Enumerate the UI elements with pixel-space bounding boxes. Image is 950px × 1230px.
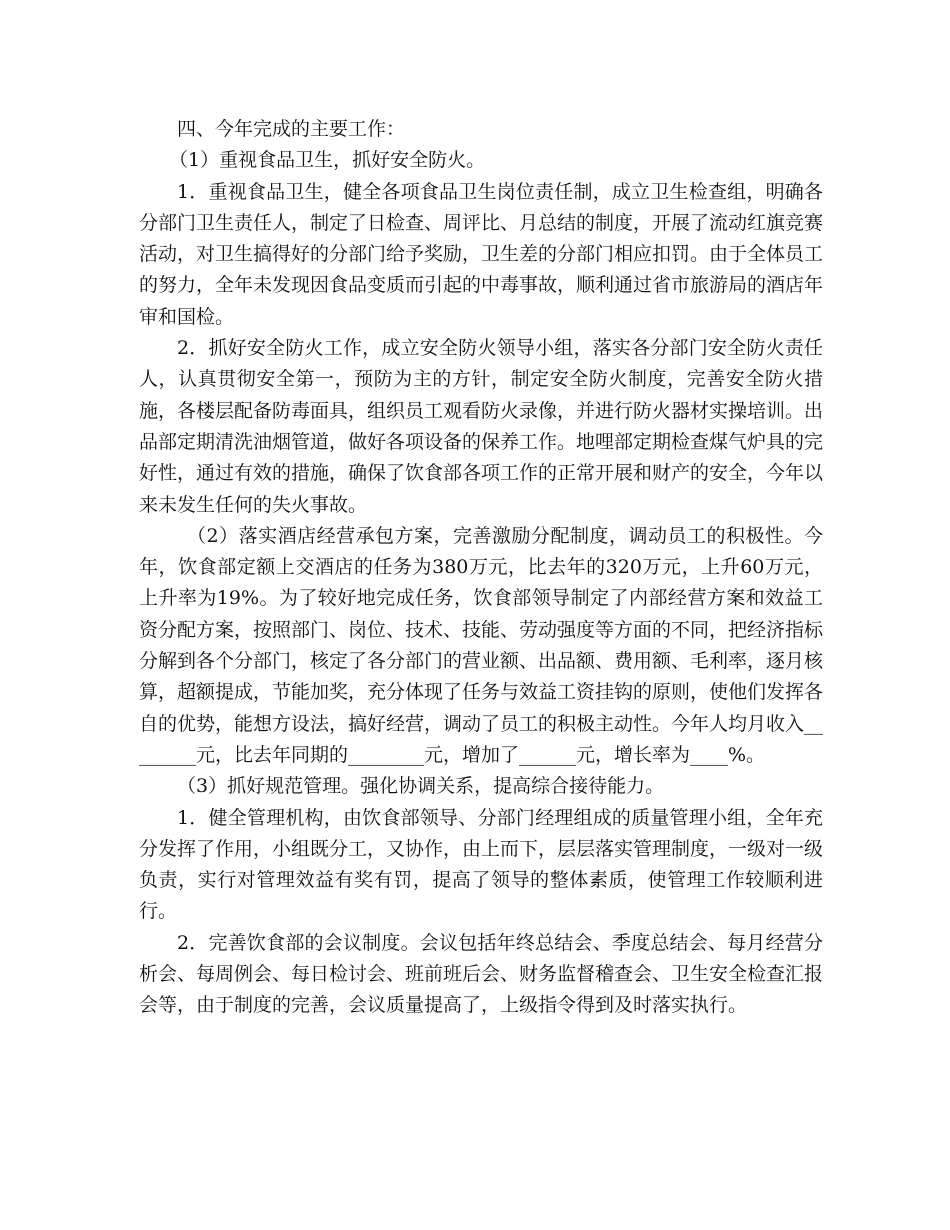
- body-paragraph: 2．抓好安全防火工作，成立安全防火领导小组，落实各分部门安全防火责任人，认真贯彻安全第一，预防为主的方针，制定安全防火制度，完善安全防火措施，各楼层配备防毒面具，组织员工观看防火录像，并进行防火器材实操培训。出品部定期清洗油烟管道，做好各项设备的保养工作。地哩部定期检查煤气炉具的完好性，通过有效的措施，确保了饮食部各项工作的正常开展和财产的安全，今年以来未发生任何的失火事故。: [139, 337, 824, 516]
- subsection-heading: （3）抓好规范管理。强化协调关系，提高综合接待能力。: [177, 775, 665, 798]
- body-paragraph: 2．完善饮食部的会议制度。会议包括年终总结会、季度总结会、每月经营分析会、每周例会、每日检讨会、班前班后会、财务监督稽查会、卫生安全检查汇报会等，由于制度的完善，会议质量提高了，上级指令得到及时落实执行。: [139, 931, 824, 1017]
- document-body: [139, 114, 823, 1022]
- body-paragraph: 1．健全管理机构，由饮食部领导、分部门经理组成的质量管理小组，全年充分发挥了作用，小组既分工，又协作，由上而下，层层落实管理制度，一级对一级负责，实行对管理效益有奖有罚，提高了领导的整体素质，使管理工作较顺利进行。: [139, 806, 824, 923]
- body-paragraph: 1．重视食品卫生，健全各项食品卫生岗位责任制，成立卫生检查组，明确各分部门卫生责任人，制定了日检查、周评比、月总结的制度，开展了流动红旗竞赛活动，对卫生搞得好的分部门给予奖励，卫生差的分部门相应扣罚。由于全体员工的努力，全年未发现因食品变质而引起的中毒事故，顺利通过省市旅游局的酒店年审和国检。: [139, 180, 824, 328]
- subsection-heading: （1）重视食品卫生，抓好安全防火。: [169, 149, 486, 172]
- subsection-paragraph: （2）落实酒店经营承包方案，完善激励分配制度，调动员工的积极性。今年，饮食部定额上交酒店的任务为380万元，比去年的320万元，上升60万元，上升率为19%。为了较好地完成任务，饮食部领导制定了内部经营方案和效益工资分配方案，按照部门、岗位、技术、技能、劳动强度等方面的不同，把经济指标分解到各个分部门，核定了各分部门的营业额、出品额、费用额、毛利率，逐月核算，超额提成，节能加奖，充分体现了任务与效益工资挂钩的原则，使他们发挥各自的优势，能想方设法，搞好经营，调动了员工的积极主动性。今年人均月收入________元，比去年同期的________元，增加了______元，增长率为____%。: [139, 524, 824, 766]
- section-heading: 四、今年完成的主要工作：: [177, 118, 406, 140]
